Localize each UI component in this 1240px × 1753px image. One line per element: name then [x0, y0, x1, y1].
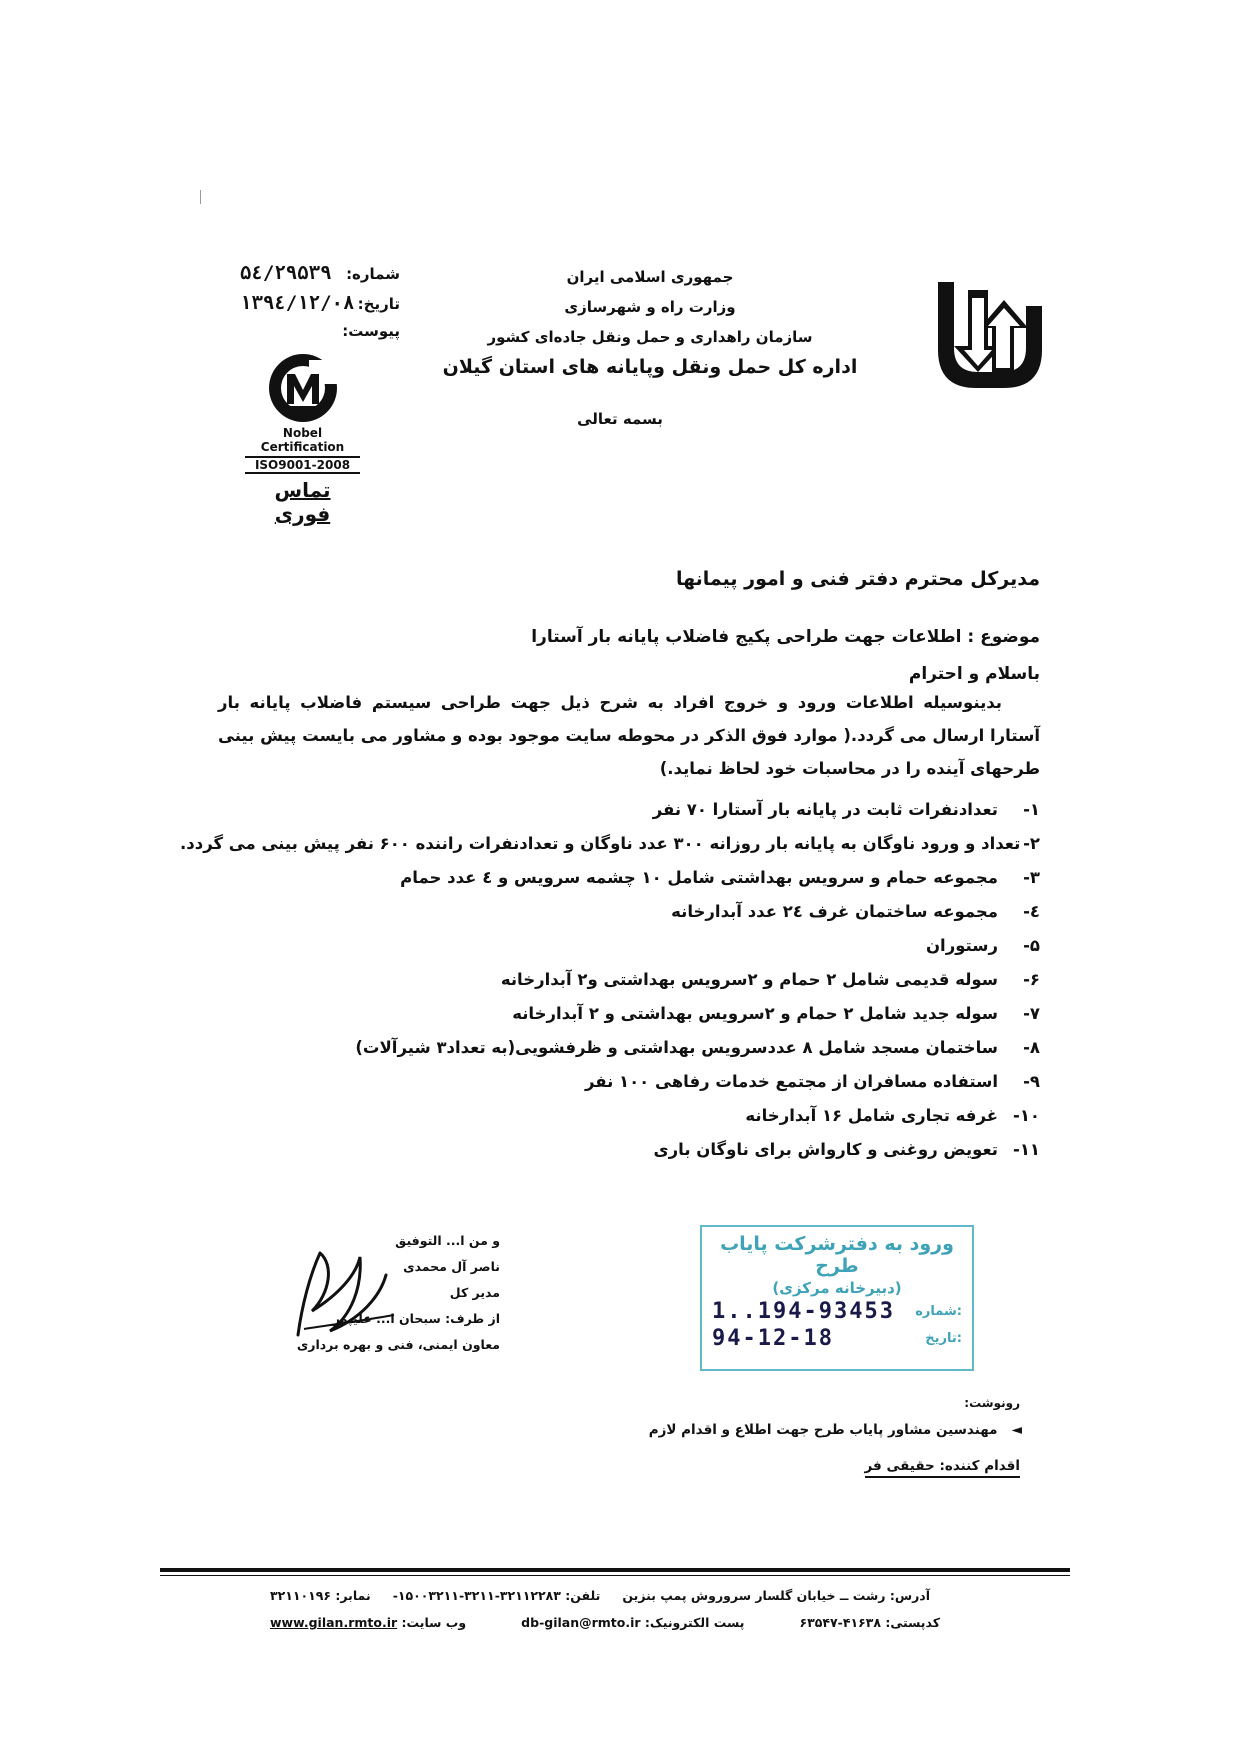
stamp-number-value: 1..194-93453 [712, 1299, 895, 1324]
list-item [180, 970, 1040, 1004]
cert-iso: ISO9001-2008 [245, 456, 360, 474]
greeting: باسلام و احترام [908, 664, 1040, 684]
on-behalf-of: از طرف: سبحان ا... علیپور [332, 1311, 500, 1326]
body-paragraph-text: بدینوسیله اطلاعات ورود و خروج افراد به شرح ذیل جهت طراحی سیستم فاضلاب پایانه بار آستارا ارسال می گردد.( موارد فوق الذکر در محوطه سایت موجود بوده و مشاور می بایست پیش بینی طرحهای آینده را در محاسبات خود لحاظ نماید.) [218, 693, 1040, 778]
list-item [180, 1038, 1040, 1072]
item-text: مجموعه ساختمان غرف ۲٤ عدد آبدارخانه [671, 902, 998, 921]
list-item [180, 834, 1040, 868]
list-item [180, 1004, 1040, 1038]
cert-line1: Nobel [282, 426, 323, 440]
number-value: ۵٤/۲۹۵۳۹ [240, 262, 332, 284]
copies-recipient [649, 1422, 1022, 1438]
footer-website-link[interactable]: www.gilan.rmto.ir [270, 1615, 398, 1630]
cert-line2: Certification [260, 440, 345, 454]
item-text: تعدادنفرات ثابت در پایانه بار آستارا ۷۰ نفر [652, 800, 998, 819]
footer-fax: نمابر: ۳۲۱۱۰۱۹۶ [270, 1588, 371, 1603]
signatory-name: ناصر آل محمدی [403, 1259, 500, 1274]
item-text: استفاده مسافران از مجتمع خدمات رفاهی ۱۰۰ نفر [584, 1072, 998, 1091]
footer-address: آدرس: رشت ــ خیابان گلسار سروروش پمپ بنزین [622, 1588, 930, 1603]
arrow-icon: ◄ [997, 1422, 1022, 1438]
item-list [180, 800, 1040, 1174]
list-item [180, 868, 1040, 902]
item-number: ٤- [1023, 902, 1040, 921]
org-line-ministry: وزارت راه و شهرسازی [564, 298, 736, 316]
item-text: تعویض روغنی و کارواش برای ناوگان باری [653, 1140, 998, 1159]
item-text: ساختمان مسجد شامل ۸ عددسرویس بهداشتی و ظرفشویی(به تعداد۳ شیرآلات) [355, 1038, 998, 1057]
item-number: ۳- [1023, 868, 1040, 887]
item-text: سوله قدیمی شامل ۲ حمام و ۲سرویس بهداشتی و۲ آبدارخانه [500, 970, 998, 989]
footer-postal-code: کدپستی: ۴۱۶۳۸-۶۳۵۴۷ [799, 1615, 940, 1630]
list-item [180, 800, 1040, 834]
organization-logo [930, 276, 1050, 396]
item-number: ۱۰- [1012, 1106, 1040, 1125]
receipt-stamp [700, 1225, 974, 1371]
item-text: سوله جدید شامل ۲ حمام و ۲سرویس بهداشتی و ۲ آبدارخانه [512, 1004, 998, 1023]
footer-divider [160, 1568, 1070, 1572]
item-number: ۱۱- [1012, 1140, 1040, 1159]
org-line-organization: سازمان راهداری و حمل ونقل جاده‌ای کشور [487, 328, 813, 346]
organization-header [440, 262, 860, 382]
handled-by: اقدام کننده: حقیقی فر [865, 1458, 1021, 1478]
subject: موضوع : اطلاعات جهت طراحی پکیج فاضلاب پایانه بار آستارا [531, 627, 1040, 647]
stamp-subtitle: (دبیرخانه مرکزی) [772, 1279, 902, 1297]
signatory-title: مدیر کل [449, 1285, 500, 1300]
copies-label: رونوشت: [964, 1396, 1020, 1410]
date-value: ۱۳۹٤/۱۲/۰۸ [240, 292, 355, 314]
stamp-date-label: تاریخ: [925, 1331, 962, 1346]
footer-divider-thin [160, 1575, 1070, 1576]
signature-closing: و من ا... التوفیق [395, 1233, 500, 1248]
item-text: تعداد و ورود ناوگان به پایانه بار روزانه ۳۰۰ عدد ناوگان و تعدادنفرات راننده ۶۰۰ نفر پیش بینی می گردد. [180, 834, 1021, 853]
item-number: ۲- [1023, 834, 1040, 853]
immediate-contact-label: تماس فوری [274, 478, 331, 526]
item-number: ۸- [1023, 1038, 1040, 1057]
org-line-country: جمهوری اسلامی ایران [566, 268, 734, 286]
footer-email: پست الکترونیک: db-gilan@rmto.ir [521, 1615, 745, 1630]
stamp-date-value: 94-12-18 [712, 1326, 834, 1351]
item-text: مجموعه حمام و سرویس بهداشتی شامل ۱۰ چشمه سرویس و ٤ عدد حمام [400, 868, 998, 887]
scan-mark [200, 190, 201, 204]
list-item [180, 1140, 1040, 1174]
list-item [180, 936, 1040, 970]
footer-phone: تلفن: ۳۲۱۱۲۲۸۳-۳۲۱۱-۱۵۰۰۳۲۱۱- [392, 1588, 601, 1603]
copies-recipient-text: مهندسین مشاور پایاب طرح جهت اطلاع و اقدام لازم [648, 1422, 998, 1438]
item-number: ۱- [1023, 800, 1040, 819]
stamp-number-label: شماره: [915, 1304, 962, 1319]
stamp-title: ورود به دفترشرکت پایاب طرح [720, 1233, 954, 1277]
attachment-label: پیوست: [342, 322, 400, 340]
certification-badge [245, 350, 360, 526]
org-line-department: اداره کل حمل ونقل وپایانه های استان گیلان [442, 356, 858, 378]
deputy-title: معاون ایمنی، فنی و بهره برداری [296, 1337, 500, 1352]
list-item [180, 1072, 1040, 1106]
footer-web-row [270, 1615, 940, 1630]
certification-logo-icon [265, 350, 341, 426]
item-number: ۵- [1023, 936, 1040, 955]
letter-meta [240, 262, 400, 352]
addressee: مدیرکل محترم دفتر فنی و امور پیمانها [675, 568, 1040, 590]
footer-contact-row [270, 1588, 930, 1603]
date-label: تاریخ: [357, 295, 400, 313]
item-number: ۹- [1023, 1072, 1040, 1091]
list-item [180, 902, 1040, 936]
item-number: ۶- [1023, 970, 1040, 989]
item-text: غرفه تجاری شامل ۱۶ آبدارخانه [745, 1106, 998, 1125]
item-number: ۷- [1023, 1004, 1040, 1023]
signature-block [296, 1228, 500, 1358]
footer-website-label: وب سایت: [401, 1615, 467, 1630]
list-item [180, 1106, 1040, 1140]
item-text: رستوران [925, 936, 998, 955]
basmala: بسمه تعالی [577, 410, 663, 428]
body-paragraph [218, 686, 1040, 785]
number-label: شماره: [346, 265, 400, 283]
